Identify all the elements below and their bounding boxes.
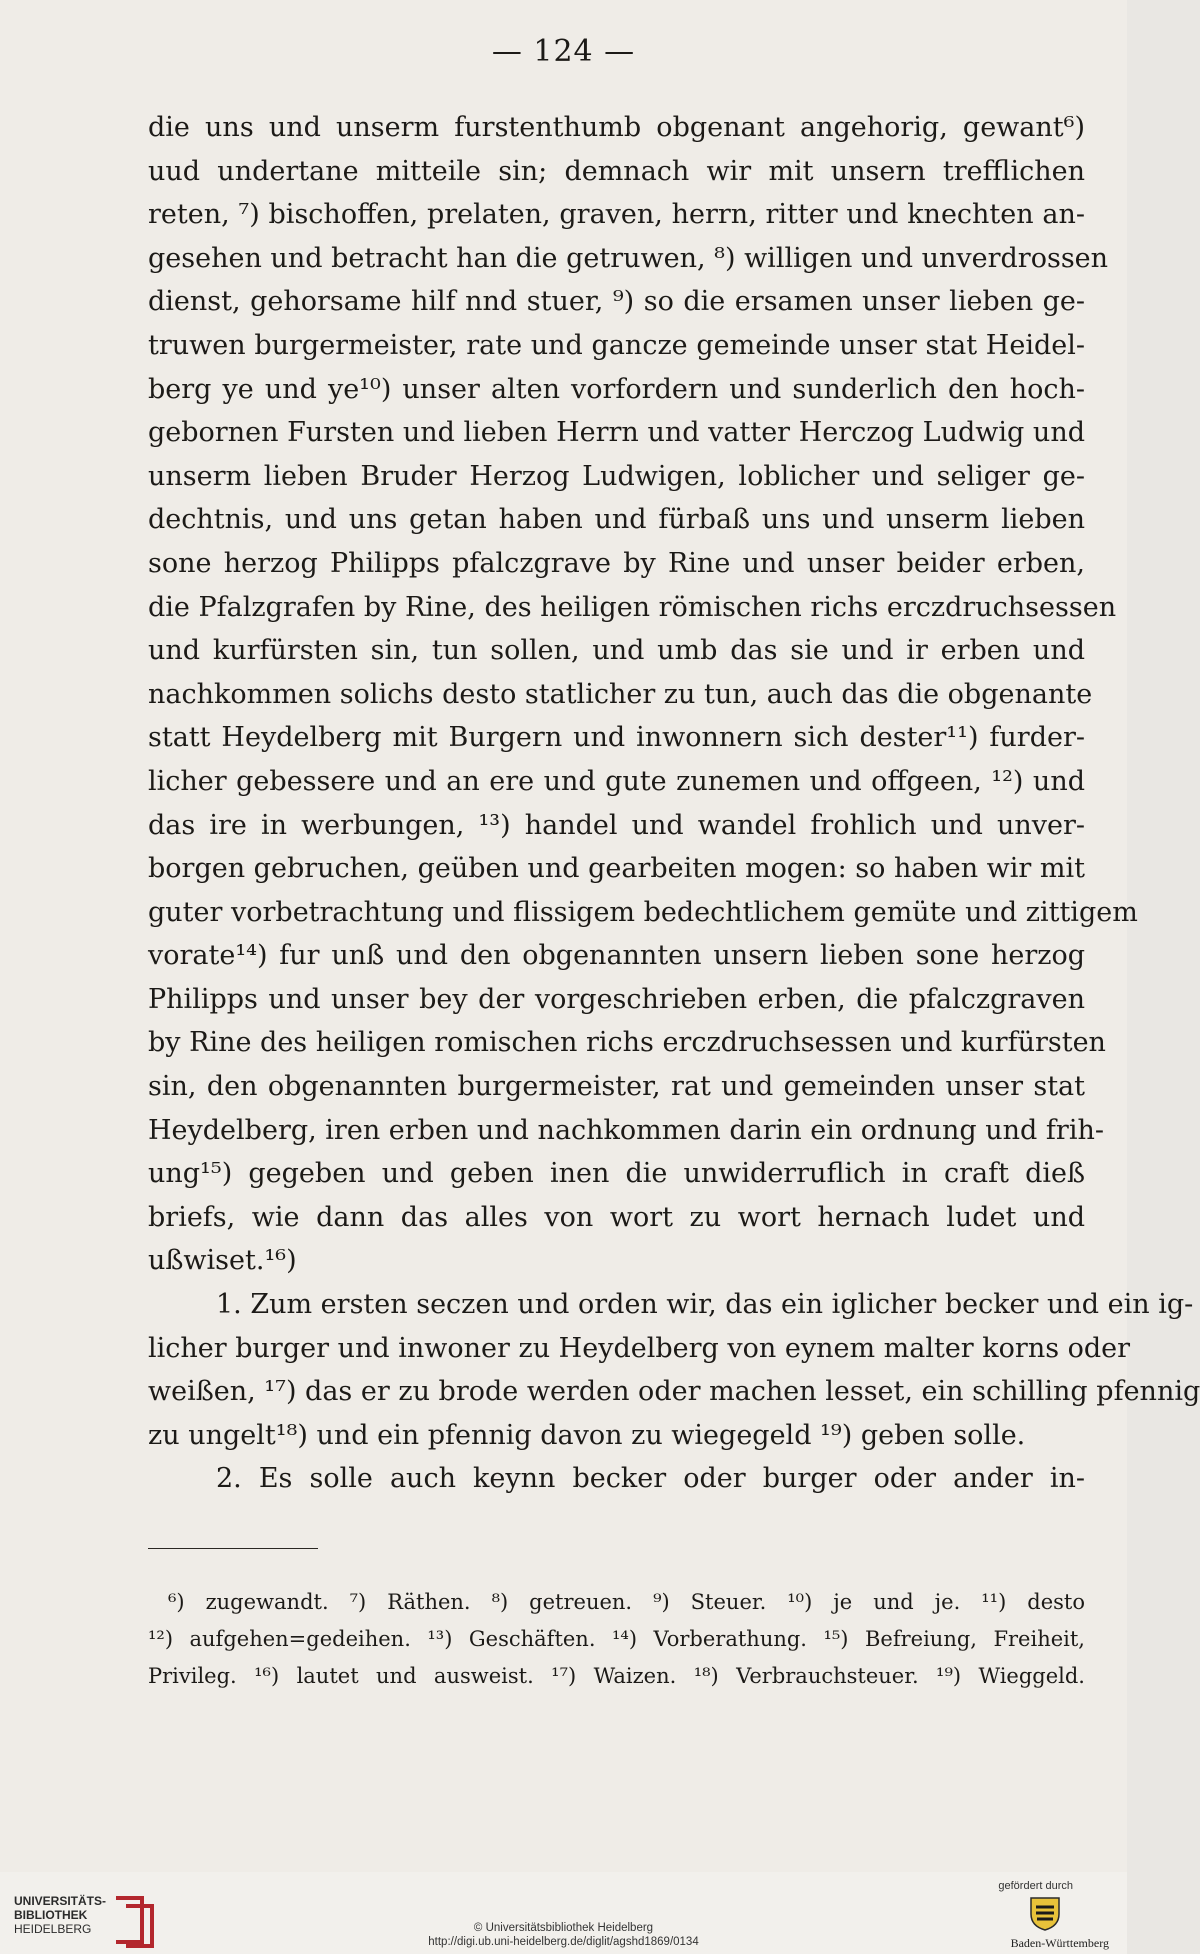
text-line: und kurfürsten sin, tun sollen, und umb das sie und ir erben und (148, 635, 1085, 667)
footnotes (148, 1584, 1085, 1695)
text-line: Philipps und unser bey der vorgeschrieben erben, die pfalczgraven (148, 983, 1085, 1015)
text-line: dechtnis, und uns getan haben und fürbaß uns und unserm lieben (148, 504, 1085, 536)
text-line: ung¹⁵) gegeben und geben inen die unwiderruflich in craft dieß (148, 1158, 1085, 1190)
library-name-line: BIBLIOTHEK (14, 1908, 88, 1922)
body-text (148, 106, 1200, 1501)
text-line: briefs, wie dann das alles von wort zu wort hernach ludet und (148, 1201, 1085, 1233)
footnote-line: ⁶) zugewandt. ⁷) Räthen. ⁸) getreuen. ⁹) Steuer. ¹⁰) je und je. ¹¹) desto (168, 1590, 1085, 1614)
text-line: licher burger und inwoner zu Heydelberg von eynem malter korns oder (148, 1332, 1131, 1364)
footnote-line: Privileg. ¹⁶) lautet und ausweist. ¹⁷) Waizen. ¹⁸) Verbrauchsteuer. ¹⁹) Wieggeld. (148, 1664, 1085, 1688)
text-line: borgen gebruchen, geüben und gearbeiten mogen: so haben wir mit (148, 853, 1085, 885)
footnote-divider (148, 1548, 318, 1549)
text-line: gebornen Fursten und lieben Herrn und vatter Herczog Ludwig und (148, 417, 1085, 449)
text-line: licher gebessere und an ere und gute zunemen und offgeen, ¹²) und (148, 765, 1085, 797)
text-line: zu ungelt¹⁸) und ein pfennig davon zu wiegegeld ¹⁹) geben solle. (148, 1419, 1026, 1451)
text-line: nachkommen solichs desto statlicher zu tun, auch das die obgenante (148, 678, 1093, 710)
text-line: sone herzog Philipps pfalczgrave by Rine und unser beider erben, (148, 547, 1085, 579)
text-line: guter vorbetrachtung und flissigem bedechtlichem gemüte und zittigem (148, 896, 1138, 928)
footnote-line: ¹²) aufgehen=gedeihen. ¹³) Geschäften. ¹⁴) Vorberathung. ¹⁵) Befreiung, Freiheit, (148, 1627, 1085, 1651)
text-line: Heydelberg, iren erben und nachkommen darin ein ordnung und frih- (148, 1114, 1104, 1146)
text-line: statt Heydelberg mit Burgern und inwonnern sich dester¹¹) furder- (148, 722, 1085, 754)
text-line: by Rine des heiligen romischen richs erczdruchsessen und kurfürsten (148, 1027, 1106, 1059)
viewer-footer (0, 1872, 1127, 1954)
text-line: 2. Es solle auch keynn becker oder burger oder ander in- (216, 1463, 1085, 1495)
text-line: das ire in werbungen, ¹³) handel und wandel frohlich und unver- (148, 809, 1085, 841)
coat-of-arms-icon (1027, 1894, 1063, 1932)
permalink-url[interactable]: http://digi.ub.uni-heidelberg.de/diglit/agshd1869/0134 (428, 1936, 699, 1948)
text-line: weißen, ¹⁷) das er zu brode werden oder machen lesset, ein schilling pfennig (148, 1376, 1200, 1408)
library-name-line: UNIVERSITÄTS- (14, 1894, 107, 1908)
text-line: unserm lieben Bruder Herzog Ludwigen, loblicher und seliger ge- (148, 460, 1085, 492)
text-line: sin, den obgenannten burgermeister, rat und gemeinden unser stat (148, 1071, 1085, 1103)
text-line: dienst, gehorsame hilf nnd stuer, ⁹) so die ersamen unser lieben ge- (148, 286, 1085, 318)
text-line: 1. Zum ersten seczen und orden wir, das ein iglicher becker und ein ig- (216, 1289, 1194, 1321)
text-line: berg ye und ye¹⁰) unser alten vorfordern und sunderlich den hoch- (148, 373, 1085, 405)
text-line: die Pfalzgrafen by Rine, des heiligen römischen richs erczdruchsessen (148, 591, 1117, 623)
text-line: vorate¹⁴) fur unß und den obgenannten unsern lieben sone herzog (148, 940, 1085, 972)
copyright-notice: © Universitätsbibliothek Heidelberg (473, 1922, 654, 1934)
sponsor-label: gefördert durch (998, 1880, 1073, 1892)
page-number: — 124 — (491, 34, 636, 69)
text-line: uud undertane mitteile sin; demnach wir mit unsern trefflichen (148, 155, 1085, 187)
library-name-line: HEIDELBERG (14, 1922, 92, 1936)
text-line: truwen burgermeister, rate und gancze gemeinde unser stat Heidel- (148, 329, 1085, 361)
text-line: die uns und unserm furstenthumb obgenant angehorig, gewant⁶) (148, 112, 1085, 143)
text-line: ußwiset.¹⁶) (148, 1245, 297, 1277)
text-line: gesehen und betracht han die getruwen, ⁸) willigen und unverdrossen (148, 242, 1109, 274)
sponsor-name: Baden-Württemberg (1010, 1936, 1109, 1950)
text-line: reten, ⁷) bischoffen, prelaten, graven, herrn, ritter und knechten an- (148, 199, 1085, 231)
